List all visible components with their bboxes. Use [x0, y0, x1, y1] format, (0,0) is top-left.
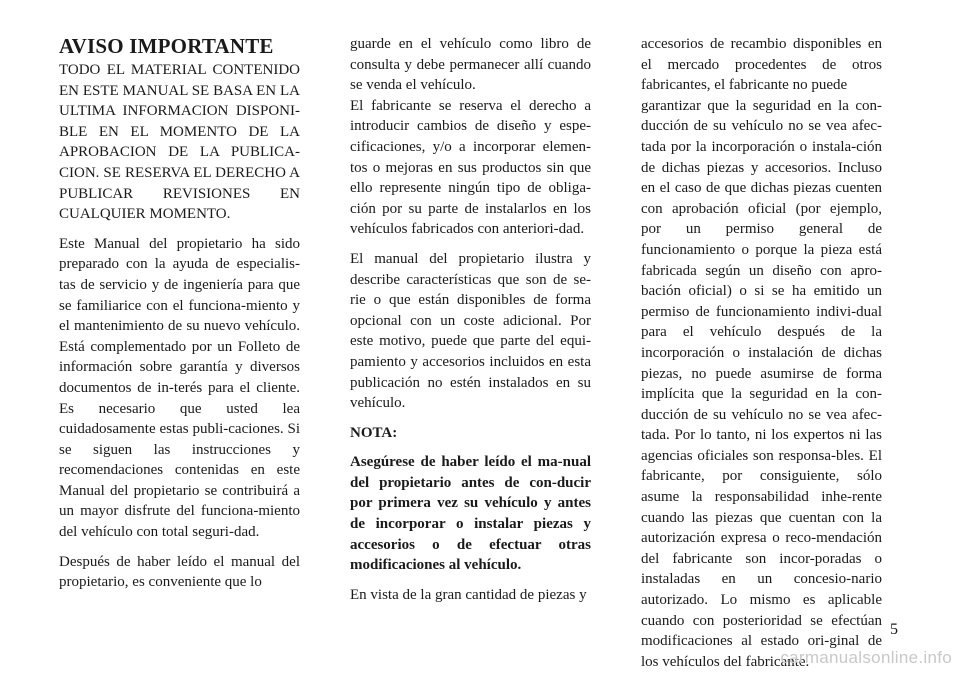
paragraph-keep-manual-continued: guarde en el vehículo como libro de consulta y debe permanecer allí cuando se venda el vehículo.	[350, 36, 591, 94]
note-body: Asegúrese de haber leído el ma-nual del propietario antes de con-ducir por primera vez su vehículo y antes de incorporar o instalar piezas y accesorios o de efectuar otras modificaciones al vehículo.	[350, 454, 591, 574]
column-1	[59, 34, 300, 593]
watermark: carmanualsonline.info	[780, 648, 952, 667]
paragraph-aftermarket-parts-continued: garantizar que la seguridad en la con-ducción de su vehículo no se vea afec-tada por la incorporación o instala-ción de dichas piezas y accesorios. Incluso en el caso de que dichas piezas cuenten con aprobación oficial (por ejemplo, por un permiso general de funcionamiento o porque la pieza está fabricada según un diseño con apro-bación oficial) o si se ha emitido un permiso de funcionamiento indivi-dual para el vehículo después de la incorporación o instalación de dichas piezas, no puede asumirse de forma implícita que la seguridad en la con-ducción de su vehículo no se vea afec-tada. Por lo tanto, ni los expertos ni las agencias oficiales son responsa-bles. El fabricante, por consiguiente, sólo asume la responsabilidad inhe-rente cuando las piezas que cuentan con la autorización expresa o reco-mendación del fabricante son incor-poradas o instaladas en un concesio-nario autorizado. Lo mismo es aplicable cuando con posterioridad se efectúan modificaciones al estado ori-ginal de los vehículos del fabricante.	[641, 97, 882, 670]
page-number: 5	[890, 621, 898, 638]
page-heading: AVISO IMPORTANTE	[59, 34, 274, 58]
paragraph-aftermarket-parts: En vista de la gran cantidad de piezas y	[350, 586, 587, 603]
column-2	[350, 34, 591, 605]
paragraph-equipment: El manual del propietario ilustra y describe características que son de se-rie o que están disponibles de forma opcional con un coste adicional. Por este motivo, puede que parte del equi-pamiento y accesorios incluidos en esta publicación no estén instalados en su vehículo.	[350, 250, 591, 412]
paragraph-design-changes: El fabricante se reserva el derecho a introducir cambios de diseño y espe-cificaciones, y/o a incorporar elemen-tos o mejoras en sus productos sin que ello represente ningún tipo de obliga-ción por su parte de instalarlos en los vehículos fabricados con anteriori-dad.	[350, 97, 591, 238]
column-3	[641, 34, 882, 672]
important-notice-text: TODO EL MATERIAL CONTENIDO EN ESTE MANUAL SE BASA EN LA ULTIMA INFORMACION DISPONI-BLE EN EL MOMENTO DE LA APROBACION DE LA PUBLICA-CION. SE RESERVA EL DERECHO A PUBLICAR REVISIONES EN CUALQUIER MOMENTO.	[59, 62, 300, 223]
paragraph-keep-manual: Después de haber leído el manual del propietario, es conveniente que lo	[59, 553, 300, 591]
paragraph-aftermarket-parts-continued: accesorios de recambio disponibles en el mercado procedentes de otros fabricantes, el fabricante no puede	[641, 36, 882, 94]
paragraph-intro: Este Manual del propietario ha sido preparado con la ayuda de especialis-tas de servicio y de ingeniería para que se familiarice con el funciona-miento y el mantenimiento de su nuevo vehículo. Está complementado por un Folleto de información sobre garantía y diversos documentos de in-terés para el cliente. Es necesario que usted lea cuidadosamente estas publi-caciones. Si se siguen las instrucciones y recomendaciones contenidas en este Manual del propietario se contribuirá a un mayor disfrute del funciona-miento del vehículo con total seguri-dad.	[59, 235, 300, 541]
note-label: NOTA:	[350, 424, 398, 441]
